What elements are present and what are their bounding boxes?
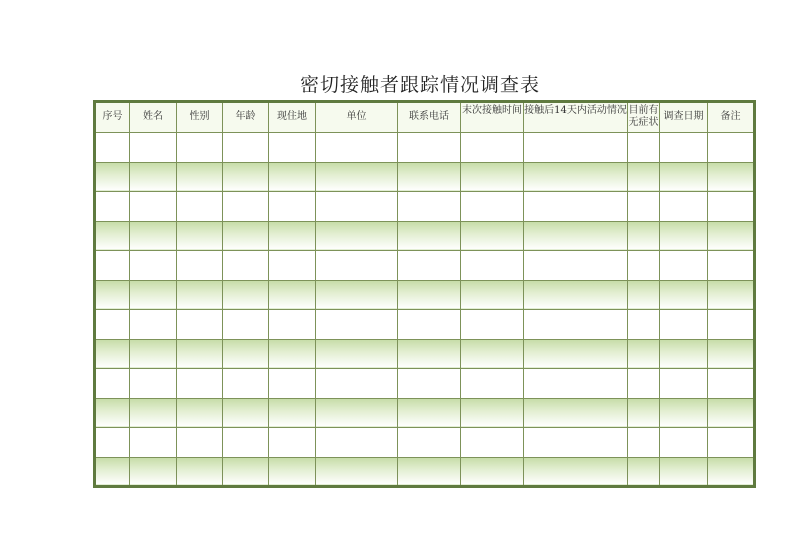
table-cell[interactable] — [95, 428, 130, 458]
table-cell[interactable] — [130, 339, 177, 369]
table-cell[interactable] — [628, 339, 660, 369]
table-cell[interactable] — [177, 457, 223, 487]
table-cell[interactable] — [177, 369, 223, 399]
table-cell[interactable] — [708, 192, 755, 222]
table-cell[interactable] — [660, 398, 708, 428]
col-header-name: 姓名 — [130, 102, 177, 133]
table-cell[interactable] — [461, 221, 524, 251]
table-cell[interactable] — [628, 162, 660, 192]
table-cell[interactable] — [223, 310, 269, 340]
table-cell[interactable] — [177, 221, 223, 251]
table-row — [95, 369, 755, 399]
table-cell[interactable] — [524, 369, 628, 399]
table-cell[interactable] — [177, 339, 223, 369]
table-cell[interactable] — [398, 398, 461, 428]
table-cell[interactable] — [316, 133, 398, 163]
table-cell[interactable] — [524, 221, 628, 251]
table-cell[interactable] — [660, 369, 708, 399]
table-cell[interactable] — [130, 192, 177, 222]
table-cell[interactable] — [628, 251, 660, 281]
table-cell[interactable] — [269, 251, 316, 281]
table-cell[interactable] — [524, 310, 628, 340]
table-row — [95, 280, 755, 310]
table-cell[interactable] — [660, 310, 708, 340]
table-cell[interactable] — [461, 280, 524, 310]
col-header-gender: 性别 — [177, 102, 223, 133]
table-cell[interactable] — [95, 398, 130, 428]
table-cell[interactable] — [708, 280, 755, 310]
table-cell[interactable] — [269, 162, 316, 192]
table-cell[interactable] — [130, 369, 177, 399]
table-cell[interactable] — [398, 310, 461, 340]
table-row — [95, 192, 755, 222]
table-cell[interactable] — [461, 339, 524, 369]
table-cell[interactable] — [223, 428, 269, 458]
table-cell[interactable] — [628, 221, 660, 251]
table-cell[interactable] — [316, 221, 398, 251]
col-header-notes: 备注 — [708, 102, 755, 133]
table-cell[interactable] — [316, 428, 398, 458]
table-cell[interactable] — [316, 398, 398, 428]
table-cell[interactable] — [524, 280, 628, 310]
table-cell[interactable] — [316, 162, 398, 192]
table-cell[interactable] — [398, 369, 461, 399]
table-cell[interactable] — [95, 251, 130, 281]
table-cell[interactable] — [708, 369, 755, 399]
table-cell[interactable] — [269, 369, 316, 399]
table-cell[interactable] — [130, 133, 177, 163]
table-cell[interactable] — [708, 133, 755, 163]
col-header-last-contact: 末次接触时间 — [461, 102, 524, 133]
table-cell[interactable] — [95, 162, 130, 192]
table-cell[interactable] — [628, 192, 660, 222]
table-cell[interactable] — [95, 310, 130, 340]
table-cell[interactable] — [130, 398, 177, 428]
table-cell[interactable] — [461, 369, 524, 399]
table-cell[interactable] — [177, 192, 223, 222]
table-cell[interactable] — [177, 162, 223, 192]
table-cell[interactable] — [130, 280, 177, 310]
table-cell[interactable] — [524, 339, 628, 369]
form-title: 密切接触者跟踪情况调查表 — [299, 74, 540, 96]
table-cell[interactable] — [130, 251, 177, 281]
col-header-phone: 联系电话 — [398, 102, 461, 133]
table-cell[interactable] — [130, 428, 177, 458]
table-cell[interactable] — [398, 457, 461, 487]
table-cell[interactable] — [269, 339, 316, 369]
table-cell[interactable] — [461, 457, 524, 487]
table-cell[interactable] — [95, 280, 130, 310]
table-cell[interactable] — [269, 398, 316, 428]
table-cell[interactable] — [177, 398, 223, 428]
table-cell[interactable] — [461, 310, 524, 340]
table-cell[interactable] — [269, 310, 316, 340]
table-cell[interactable] — [708, 221, 755, 251]
table-cell[interactable] — [660, 133, 708, 163]
table-cell[interactable] — [628, 133, 660, 163]
table-cell[interactable] — [269, 457, 316, 487]
table-cell[interactable] — [223, 457, 269, 487]
table-cell[interactable] — [708, 310, 755, 340]
table-cell[interactable] — [461, 251, 524, 281]
table-body — [95, 133, 755, 487]
table-cell[interactable] — [628, 310, 660, 340]
tracking-table — [93, 100, 756, 488]
table-cell[interactable] — [223, 133, 269, 163]
table-cell[interactable] — [269, 280, 316, 310]
table-cell[interactable] — [316, 310, 398, 340]
table-cell[interactable] — [398, 428, 461, 458]
col-header-residence: 现住地 — [269, 102, 316, 133]
table-cell[interactable] — [95, 369, 130, 399]
table-cell[interactable] — [524, 162, 628, 192]
table-cell[interactable] — [660, 251, 708, 281]
table-cell[interactable] — [269, 428, 316, 458]
table-cell[interactable] — [660, 162, 708, 192]
table-cell[interactable] — [177, 133, 223, 163]
table-cell[interactable] — [628, 369, 660, 399]
col-header-survey-date: 调查日期 — [660, 102, 708, 133]
table-cell[interactable] — [95, 192, 130, 222]
table-cell[interactable] — [660, 192, 708, 222]
table-cell[interactable] — [95, 221, 130, 251]
table-cell[interactable] — [461, 428, 524, 458]
table-cell[interactable] — [398, 221, 461, 251]
table-cell[interactable] — [223, 398, 269, 428]
table-cell[interactable] — [524, 133, 628, 163]
table-cell[interactable] — [660, 428, 708, 458]
table-row — [95, 457, 755, 487]
table-cell[interactable] — [708, 251, 755, 281]
table-cell[interactable] — [177, 280, 223, 310]
table-cell[interactable] — [316, 251, 398, 281]
table-cell[interactable] — [316, 192, 398, 222]
table-cell[interactable] — [130, 310, 177, 340]
table-cell[interactable] — [524, 457, 628, 487]
table-cell[interactable] — [316, 369, 398, 399]
table-cell[interactable] — [177, 251, 223, 281]
table-cell[interactable] — [708, 398, 755, 428]
table-cell[interactable] — [130, 221, 177, 251]
table-cell[interactable] — [223, 339, 269, 369]
table-cell[interactable] — [316, 339, 398, 369]
table-cell[interactable] — [269, 221, 316, 251]
table-row — [95, 428, 755, 458]
table-cell[interactable] — [398, 133, 461, 163]
table-cell[interactable] — [398, 251, 461, 281]
table-cell[interactable] — [223, 192, 269, 222]
col-header-index: 序号 — [95, 102, 130, 133]
table-cell[interactable] — [223, 162, 269, 192]
table-cell[interactable] — [461, 398, 524, 428]
table-row — [95, 133, 755, 163]
table-cell[interactable] — [524, 398, 628, 428]
table-row — [95, 310, 755, 340]
table-cell[interactable] — [223, 221, 269, 251]
table-cell[interactable] — [95, 457, 130, 487]
table-cell[interactable] — [628, 398, 660, 428]
table-row — [95, 398, 755, 428]
header-row — [95, 102, 755, 133]
table-cell[interactable] — [316, 457, 398, 487]
table-cell[interactable] — [269, 133, 316, 163]
table-cell[interactable] — [461, 162, 524, 192]
col-header-age: 年龄 — [223, 102, 269, 133]
table-cell[interactable] — [95, 133, 130, 163]
table-cell[interactable] — [177, 428, 223, 458]
table-cell[interactable] — [269, 192, 316, 222]
table-cell[interactable] — [130, 162, 177, 192]
table-cell[interactable] — [130, 457, 177, 487]
table-cell[interactable] — [398, 162, 461, 192]
table-cell[interactable] — [524, 192, 628, 222]
col-header-activities: 接触后14天内活动情况 — [524, 102, 628, 133]
table-cell[interactable] — [398, 192, 461, 222]
table-cell[interactable] — [660, 339, 708, 369]
table-row — [95, 251, 755, 281]
table-cell[interactable] — [660, 457, 708, 487]
table-row — [95, 221, 755, 251]
table-cell[interactable] — [461, 192, 524, 222]
table-row — [95, 339, 755, 369]
table-cell[interactable] — [660, 280, 708, 310]
table-cell[interactable] — [524, 251, 628, 281]
table-cell[interactable] — [223, 280, 269, 310]
table-cell[interactable] — [95, 339, 130, 369]
table-cell[interactable] — [628, 280, 660, 310]
table-cell[interactable] — [223, 251, 269, 281]
table-cell[interactable] — [628, 428, 660, 458]
table-cell[interactable] — [316, 280, 398, 310]
table-cell[interactable] — [398, 280, 461, 310]
table-cell[interactable] — [708, 162, 755, 192]
table-cell[interactable] — [461, 133, 524, 163]
table-cell[interactable] — [708, 339, 755, 369]
table-cell[interactable] — [628, 457, 660, 487]
table-cell[interactable] — [660, 221, 708, 251]
table-cell[interactable] — [708, 428, 755, 458]
table-cell[interactable] — [524, 428, 628, 458]
table-cell[interactable] — [708, 457, 755, 487]
col-header-symptoms: 目前有无症状 — [628, 102, 660, 133]
table-cell[interactable] — [398, 339, 461, 369]
col-header-employer: 单位 — [316, 102, 398, 133]
table-cell[interactable] — [177, 310, 223, 340]
table-cell[interactable] — [223, 369, 269, 399]
table-row — [95, 162, 755, 192]
